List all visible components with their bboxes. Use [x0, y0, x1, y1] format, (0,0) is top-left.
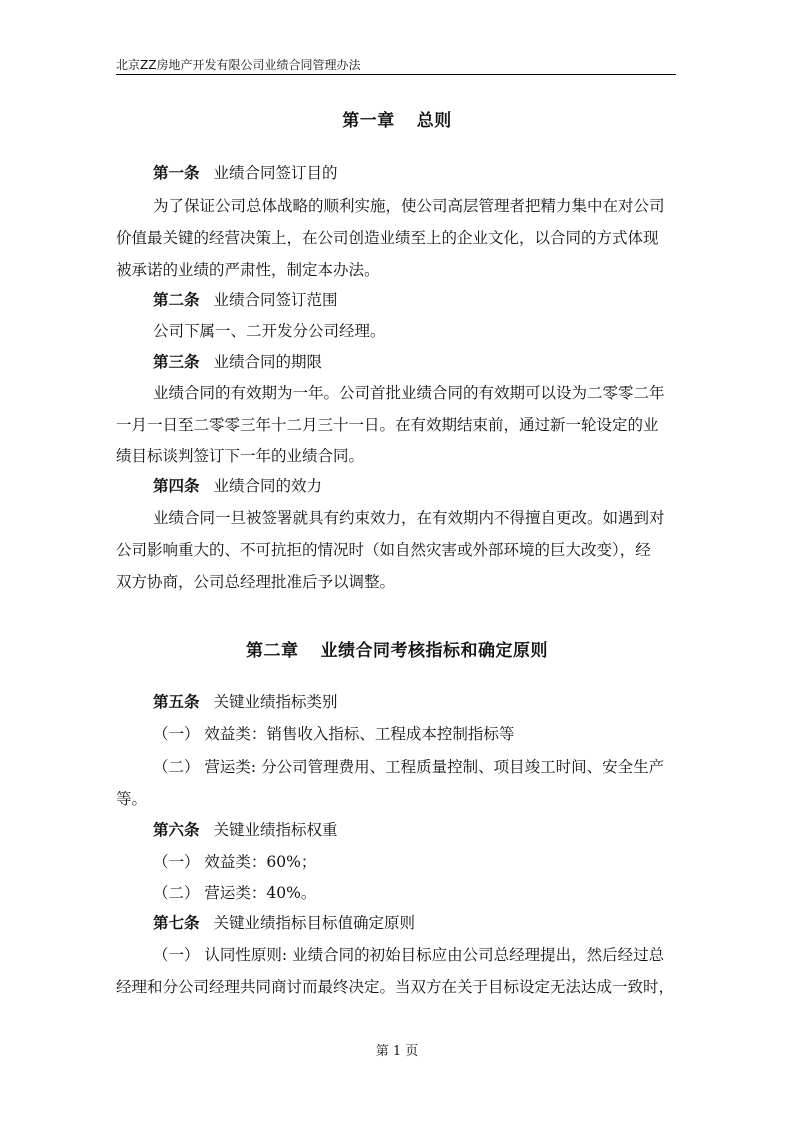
- running-header: 北京ZZ房地产开发有限公司业绩合同管理办法: [116, 56, 676, 75]
- chapter-1-heading: [116, 106, 678, 131]
- paragraph-line: （一） 认同性原则: 业绩合同的初始目标应由公司总经理提出，然后经过总: [153, 946, 665, 964]
- article-2-title: 业绩合同签订范围: [213, 291, 338, 309]
- paragraph-line: 业绩合同一旦被签署就具有约束效力，在有效期内不得擅自更改。如遇到对: [153, 509, 665, 527]
- page-number: 第 1 页: [375, 1044, 419, 1059]
- paragraph-line: 等。: [116, 790, 148, 808]
- paragraph-line: （一） 效益类：60%；: [153, 853, 317, 871]
- chapter-2-label: 第二章: [246, 641, 299, 661]
- article-2-label: 第二条: [153, 290, 200, 309]
- article-3-title: 业绩合同的期限: [213, 353, 323, 371]
- article-5-label: 第五条: [153, 692, 200, 711]
- article-7-heading: [116, 913, 715, 933]
- paragraph-line: 双方协商，公司总经理批准后予以调整。: [116, 573, 396, 591]
- paragraph-line: 经理和分公司经理共同商讨而最终决定。当双方在关于目标设定无法达成一致时，: [116, 978, 675, 996]
- paragraph-line: 业绩合同的有效期为一年。公司首批业绩合同的有效期可以设为二零零二年: [153, 384, 665, 402]
- chapter-2-title: 业绩合同考核指标和确定原则: [320, 641, 548, 661]
- article-1-label: 第一条: [153, 163, 200, 182]
- paragraph-line: 绩目标谈判签订下一年的业绩合同。: [116, 447, 365, 465]
- paragraph-line: 一月一日至二零零三年十二月三十一日。在有效期结束前，通过新一轮设定的业: [116, 416, 659, 434]
- paragraph-line: 为了保证公司总体战略的顺利实施，使公司高层管理者把精力集中在对公司: [153, 197, 665, 215]
- paragraph-line: 公司下属一、二开发分公司经理。: [153, 322, 386, 340]
- article-3-heading: [116, 352, 715, 372]
- article-4-label: 第四条: [153, 476, 200, 495]
- paragraph-line: 公司影响重大的、不可抗拒的情况时（如自然灾害或外部环境的巨大改变），经: [116, 541, 651, 559]
- article-1-heading: [116, 163, 715, 183]
- article-4-heading: [116, 476, 715, 496]
- chapter-1-label: 第一章: [342, 111, 395, 131]
- article-6-title: 关键业绩指标权重: [213, 821, 338, 839]
- paragraph-line: （一） 效益类：销售收入指标、工程成本控制指标等: [153, 725, 515, 743]
- paragraph-line: 被承诺的业绩的严肃性，制定本办法。: [116, 261, 380, 279]
- article-6-label: 第六条: [153, 820, 200, 839]
- article-5-heading: [116, 692, 715, 712]
- article-4-title: 业绩合同的效力: [213, 477, 323, 495]
- article-7-title: 关键业绩指标目标值确定原则: [213, 914, 416, 932]
- article-3-label: 第三条: [153, 352, 200, 371]
- chapter-2-heading: [116, 636, 678, 661]
- paragraph-line: （二） 营运类：40%。: [153, 884, 317, 902]
- article-2-heading: [116, 290, 715, 310]
- article-1-title: 业绩合同签订目的: [213, 164, 338, 182]
- paragraph-line: （二） 营运类: 分公司管理费用、工程质量控制、项目竣工时间、安全生产: [153, 758, 665, 776]
- article-5-title: 关键业绩指标类别: [213, 693, 338, 711]
- paragraph-line: 价值最关键的经营决策上，在公司创造业绩至上的企业文化，以合同的方式体现: [116, 229, 659, 247]
- chapter-1-title: 总则: [416, 111, 452, 131]
- article-6-heading: [116, 820, 715, 840]
- article-7-label: 第七条: [153, 913, 200, 932]
